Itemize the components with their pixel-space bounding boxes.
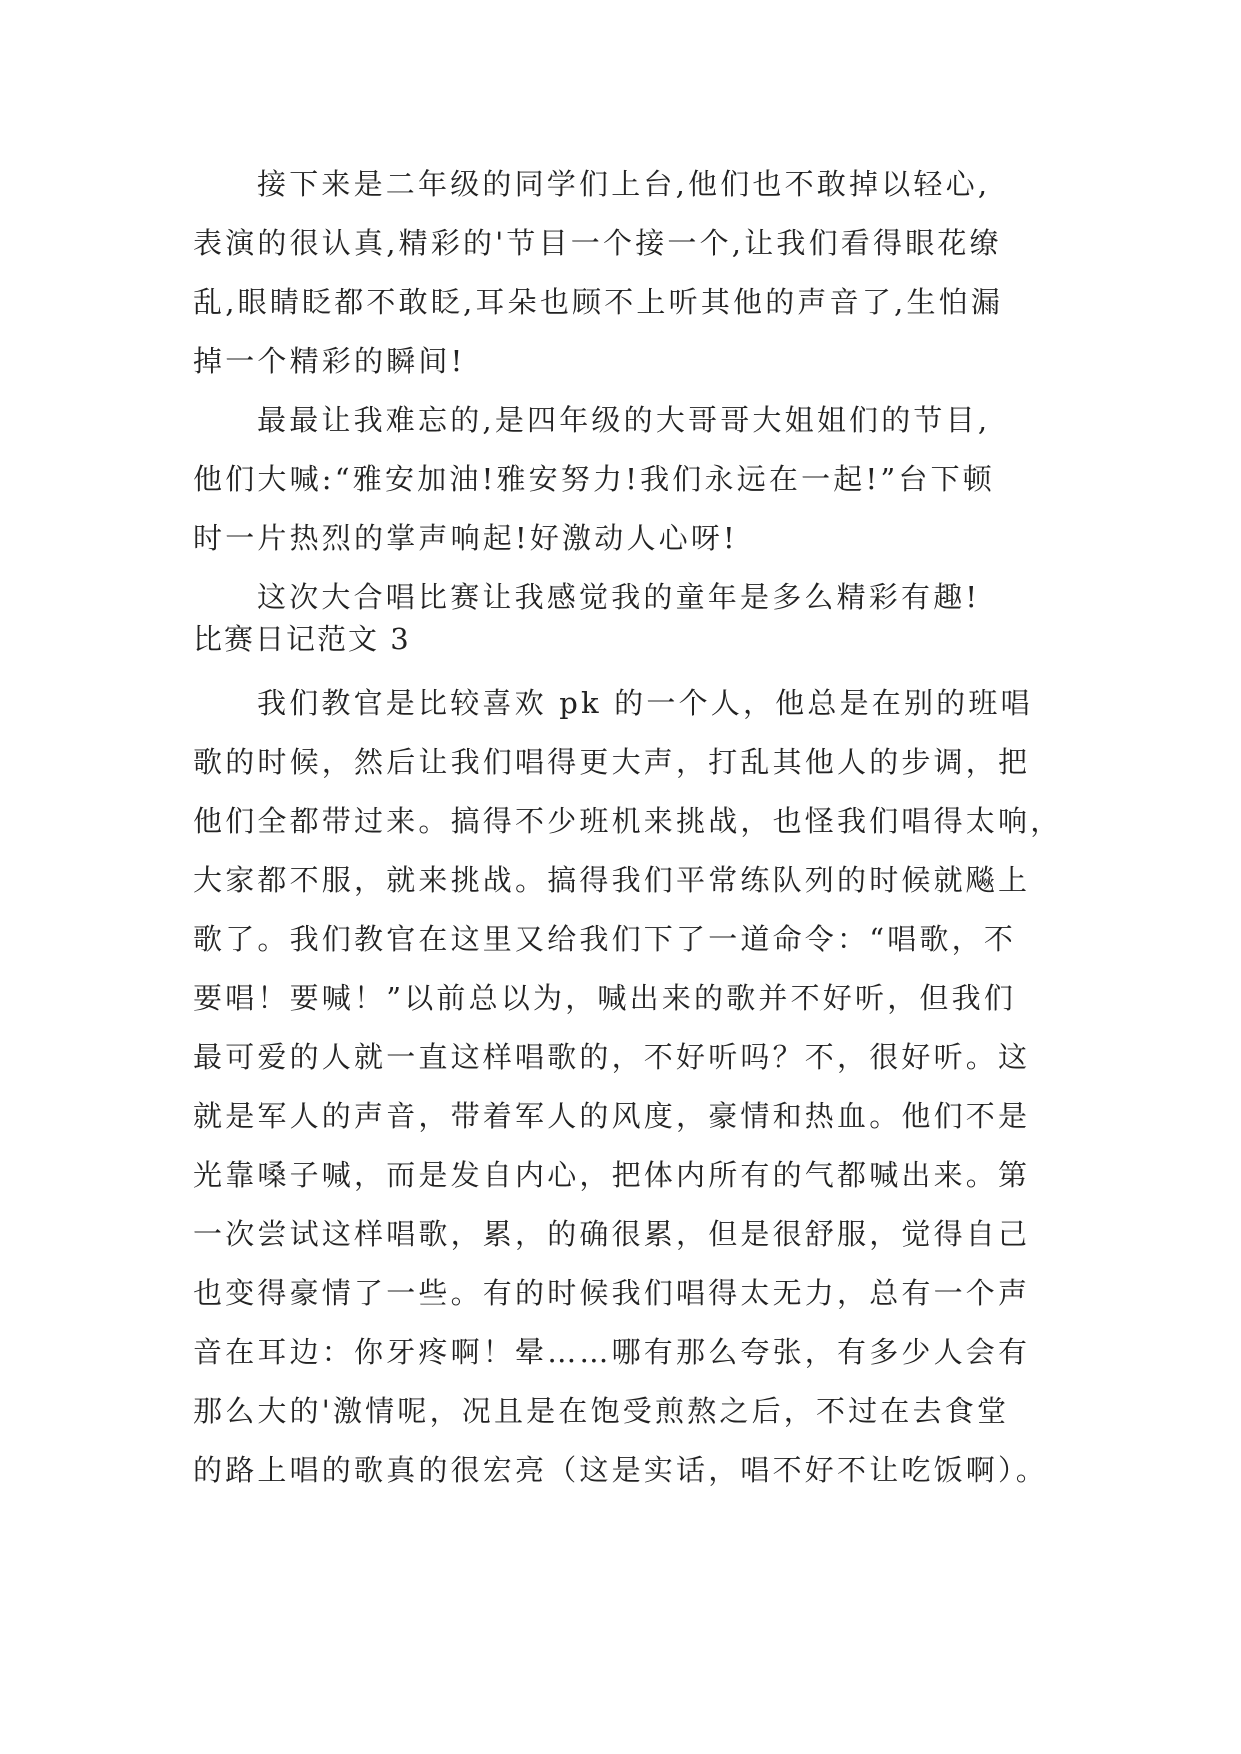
text-line: 他们大喊:“雅安加油!雅安努力!我们永远在一起!”台下顿	[193, 462, 995, 496]
text-line: 要唱！要喊！”以前总以为，喊出来的歌并不好听，但我们	[193, 981, 1017, 1015]
section-2	[193, 674, 1073, 1500]
text-line: 歌的时候，然后让我们唱得更大声，打乱其他人的步调，把	[193, 745, 1031, 779]
text-line: 掉一个精彩的瞬间!	[193, 344, 466, 378]
text-line: 最最让我难忘的,是四年级的大哥哥大姐姐们的节目,	[257, 403, 991, 437]
text-line: 这次大合唱比赛让我感觉我的童年是多么精彩有趣!	[257, 580, 981, 614]
text-line: 他们全都带过来。搞得不少班机来挑战，也怪我们唱得太响，	[193, 804, 1063, 838]
text-line: 大家都不服，就来挑战。搞得我们平常练队列的时候就飚上	[193, 863, 1031, 897]
section-1	[193, 155, 1073, 627]
paragraph	[193, 391, 1073, 568]
text-line: 一次尝试这样唱歌，累，的确很累，但是很舒服，觉得自己	[193, 1217, 1031, 1251]
text-line: 接下来是二年级的同学们上台,他们也不敢掉以轻心,	[257, 167, 991, 201]
text-line: 那么大的'激情呢，况且是在饱受煎熬之后，不过在去食堂	[193, 1394, 1010, 1428]
section-heading-wrap	[193, 610, 1073, 669]
text-line: 乱,眼睛眨都不敢眨,耳朵也顾不上听其他的声音了,生怕漏	[193, 285, 1004, 319]
text-line: 表演的很认真,精彩的'节目一个接一个,让我们看得眼花缭	[193, 226, 1002, 260]
text-line: 音在耳边：你牙疼啊！晕……哪有那么夸张，有多少人会有	[193, 1335, 1031, 1369]
paragraph	[193, 155, 1073, 391]
text-line: 的路上唱的歌真的很宏亮（这是实话，唱不好不让吃饭啊）。	[193, 1453, 1048, 1487]
text-line: 歌了。我们教官在这里又给我们下了一道命令：“唱歌，不	[193, 922, 1017, 956]
text-line: 就是军人的声音，带着军人的风度，豪情和热血。他们不是	[193, 1099, 1031, 1133]
text-line: 也变得豪情了一些。有的时候我们唱得太无力，总有一个声	[193, 1276, 1031, 1310]
paragraph	[193, 674, 1073, 1500]
text-line: 时一片热烈的掌声响起!好激动人心呀!	[193, 521, 738, 555]
text-line: 最可爱的人就一直这样唱歌的，不好听吗？不，很好听。这	[193, 1040, 1031, 1074]
section-heading: 比赛日记范文 3	[193, 622, 411, 656]
text-line: 光靠嗓子喊，而是发自内心，把体内所有的气都喊出来。第	[193, 1158, 1031, 1192]
text-line: 我们教官是比较喜欢 pk 的一个人，他总是在别的班唱	[257, 686, 1033, 720]
